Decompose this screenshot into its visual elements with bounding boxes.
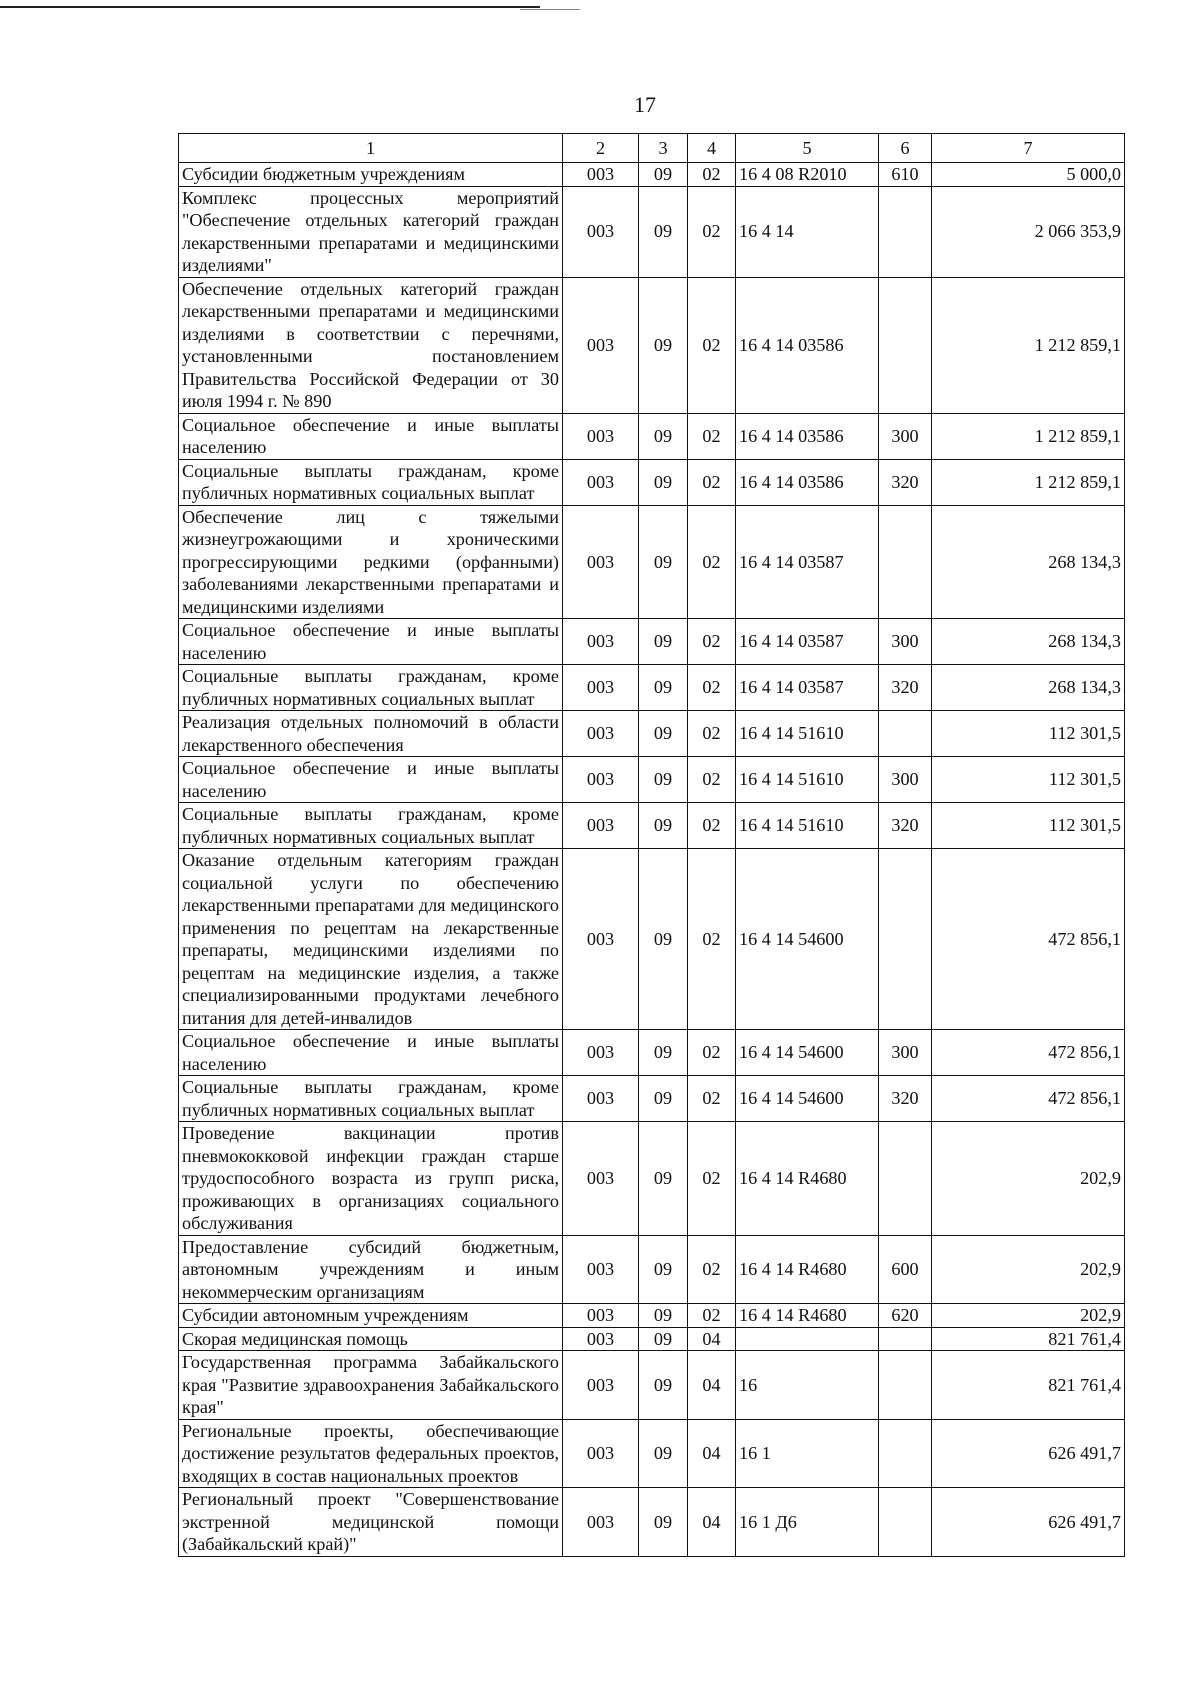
- table-row: [179, 1488, 1125, 1557]
- expense-type-cell: 300: [879, 1030, 932, 1076]
- subsection-code-cell: 02: [688, 1122, 736, 1236]
- ministry-code-cell: 003: [563, 1030, 639, 1076]
- target-article-cell: 16 4 14 03587: [736, 619, 879, 665]
- section-code-cell: 09: [639, 186, 688, 277]
- section-code-cell: 09: [639, 1419, 688, 1488]
- amount-cell: 626 491,7: [932, 1419, 1125, 1488]
- table-row: [179, 163, 1125, 187]
- target-article-cell: 16 1: [736, 1419, 879, 1488]
- table-body: [179, 163, 1125, 1557]
- section-code-cell: 09: [639, 1122, 688, 1236]
- ministry-code-cell: 003: [563, 849, 639, 1030]
- expense-type-cell: [879, 505, 932, 619]
- expense-type-cell: [879, 186, 932, 277]
- ministry-code-cell: 003: [563, 1076, 639, 1122]
- target-article-cell: 16 4 14 51610: [736, 711, 879, 757]
- amount-cell: 112 301,5: [932, 711, 1125, 757]
- item-name-cell: Обеспечение отдельных категорий граждан лекарственными препаратами и медицинскими изделиями в соответствии с перечнями, установленными постановлением Правительства Российской Федерации от 30 июля 1994 г. № 890: [179, 277, 563, 413]
- target-article-cell: 16 4 14 03586: [736, 459, 879, 505]
- ministry-code-cell: 003: [563, 1304, 639, 1328]
- expense-type-cell: [879, 1351, 932, 1420]
- expense-type-cell: 620: [879, 1304, 932, 1328]
- column-header: 7: [932, 134, 1125, 163]
- budget-table: [178, 133, 1125, 1557]
- subsection-code-cell: 02: [688, 1304, 736, 1328]
- ministry-code-cell: 003: [563, 186, 639, 277]
- section-code-cell: 09: [639, 1030, 688, 1076]
- section-code-cell: 09: [639, 757, 688, 803]
- amount-cell: 2 066 353,9: [932, 186, 1125, 277]
- item-name-cell: Проведение вакцинации против пневмококковой инфекции граждан старше трудоспособного возраста из групп риска, проживающих в организациях социального обслуживания: [179, 1122, 563, 1236]
- item-name-cell: Региональный проект "Совершенствование экстренной медицинской помощи (Забайкальский край)": [179, 1488, 563, 1557]
- target-article-cell: 16 4 14 51610: [736, 803, 879, 849]
- subsection-code-cell: 02: [688, 459, 736, 505]
- section-code-cell: 09: [639, 849, 688, 1030]
- section-code-cell: 09: [639, 1076, 688, 1122]
- item-name-cell: Обеспечение лиц с тяжелыми жизнеугрожающими и хроническими прогрессирующими редкими (орфанными) заболеваниями лекарственными препаратами и медицинскими изделиями: [179, 505, 563, 619]
- expense-type-cell: 300: [879, 413, 932, 459]
- expense-type-cell: 320: [879, 459, 932, 505]
- amount-cell: 202,9: [932, 1122, 1125, 1236]
- item-name-cell: Комплекс процессных мероприятий "Обеспечение отдельных категорий граждан лекарственными препаратами и медицинскими изделиями": [179, 186, 563, 277]
- subsection-code-cell: 02: [688, 413, 736, 459]
- ministry-code-cell: 003: [563, 413, 639, 459]
- section-code-cell: 09: [639, 277, 688, 413]
- section-code-cell: 09: [639, 1235, 688, 1304]
- target-article-cell: 16 4 14 54600: [736, 1076, 879, 1122]
- item-name-cell: Социальные выплаты гражданам, кроме публичных нормативных социальных выплат: [179, 803, 563, 849]
- expense-type-cell: 600: [879, 1235, 932, 1304]
- expense-type-cell: 300: [879, 757, 932, 803]
- target-article-cell: 16 4 14 R4680: [736, 1235, 879, 1304]
- ministry-code-cell: 003: [563, 757, 639, 803]
- expense-type-cell: 320: [879, 1076, 932, 1122]
- table-row: [179, 803, 1125, 849]
- item-name-cell: Региональные проекты, обеспечивающие достижение результатов федеральных проектов, входящих в состав национальных проектов: [179, 1419, 563, 1488]
- item-name-cell: Предоставление субсидий бюджетным, автономным учреждениям и иным некоммерческим организациям: [179, 1235, 563, 1304]
- section-code-cell: 09: [639, 1327, 688, 1351]
- item-name-cell: Субсидии автономным учреждениям: [179, 1304, 563, 1328]
- page-number: 17: [634, 92, 656, 117]
- section-code-cell: 09: [639, 665, 688, 711]
- table-row: [179, 1076, 1125, 1122]
- expense-type-cell: [879, 1488, 932, 1557]
- amount-cell: 202,9: [932, 1235, 1125, 1304]
- item-name-cell: Социальное обеспечение и иные выплаты населению: [179, 757, 563, 803]
- table-row: [179, 413, 1125, 459]
- expense-type-cell: 300: [879, 619, 932, 665]
- table-row: [179, 505, 1125, 619]
- subsection-code-cell: 02: [688, 711, 736, 757]
- expense-type-cell: [879, 277, 932, 413]
- ministry-code-cell: 003: [563, 1327, 639, 1351]
- amount-cell: 626 491,7: [932, 1488, 1125, 1557]
- ministry-code-cell: 003: [563, 163, 639, 187]
- amount-cell: 202,9: [932, 1304, 1125, 1328]
- subsection-code-cell: 02: [688, 849, 736, 1030]
- target-article-cell: 16 4 14 51610: [736, 757, 879, 803]
- expense-type-cell: [879, 1327, 932, 1351]
- subsection-code-cell: 02: [688, 186, 736, 277]
- amount-cell: 1 212 859,1: [932, 459, 1125, 505]
- expense-type-cell: [879, 849, 932, 1030]
- expense-type-cell: [879, 711, 932, 757]
- section-code-cell: 09: [639, 459, 688, 505]
- scan-edge-line: [520, 9, 580, 10]
- item-name-cell: Социальные выплаты гражданам, кроме публичных нормативных социальных выплат: [179, 665, 563, 711]
- item-name-cell: Субсидии бюджетным учреждениям: [179, 163, 563, 187]
- subsection-code-cell: 02: [688, 1235, 736, 1304]
- target-article-cell: 16: [736, 1351, 879, 1420]
- table-row: [179, 186, 1125, 277]
- amount-cell: 1 212 859,1: [932, 277, 1125, 413]
- table-row: [179, 1351, 1125, 1420]
- ministry-code-cell: 003: [563, 505, 639, 619]
- target-article-cell: 16 4 14: [736, 186, 879, 277]
- section-code-cell: 09: [639, 413, 688, 459]
- ministry-code-cell: 003: [563, 459, 639, 505]
- target-article-cell: 16 4 14 03587: [736, 665, 879, 711]
- subsection-code-cell: 04: [688, 1351, 736, 1420]
- subsection-code-cell: 02: [688, 505, 736, 619]
- item-name-cell: Оказание отдельным категориям граждан социальной услуги по обеспечению лекарственными препаратами для медицинского применения по рецептам на лекарственные препараты, медицинскими изделиями по рецептам на медицинские изделия, а также специализированными продуктами лечебного питания для детей-инвалидов: [179, 849, 563, 1030]
- subsection-code-cell: 04: [688, 1419, 736, 1488]
- column-header: 6: [879, 134, 932, 163]
- amount-cell: 5 000,0: [932, 163, 1125, 187]
- item-name-cell: Социальные выплаты гражданам, кроме публичных нормативных социальных выплат: [179, 459, 563, 505]
- item-name-cell: Социальное обеспечение и иные выплаты населению: [179, 413, 563, 459]
- target-article-cell: 16 4 14 03586: [736, 277, 879, 413]
- amount-cell: 268 134,3: [932, 665, 1125, 711]
- ministry-code-cell: 003: [563, 1235, 639, 1304]
- subsection-code-cell: 02: [688, 277, 736, 413]
- target-article-cell: 16 4 14 R4680: [736, 1304, 879, 1328]
- subsection-code-cell: 02: [688, 163, 736, 187]
- item-name-cell: Реализация отдельных полномочий в области лекарственного обеспечения: [179, 711, 563, 757]
- target-article-cell: 16 4 14 R4680: [736, 1122, 879, 1236]
- section-code-cell: 09: [639, 505, 688, 619]
- target-article-cell: 16 4 14 03586: [736, 413, 879, 459]
- table-row: [179, 711, 1125, 757]
- amount-cell: 112 301,5: [932, 803, 1125, 849]
- table-header-row: [179, 134, 1125, 163]
- table-row: [179, 1419, 1125, 1488]
- item-name-cell: Государственная программа Забайкальского края "Развитие здравоохранения Забайкальского края": [179, 1351, 563, 1420]
- table-row: [179, 665, 1125, 711]
- section-code-cell: 09: [639, 1351, 688, 1420]
- ministry-code-cell: 003: [563, 277, 639, 413]
- expense-type-cell: 610: [879, 163, 932, 187]
- target-article-cell: 16 4 08 R2010: [736, 163, 879, 187]
- section-code-cell: 09: [639, 1304, 688, 1328]
- expense-type-cell: [879, 1419, 932, 1488]
- target-article-cell: 16 4 14 54600: [736, 1030, 879, 1076]
- subsection-code-cell: 02: [688, 803, 736, 849]
- item-name-cell: Социальные выплаты гражданам, кроме публичных нормативных социальных выплат: [179, 1076, 563, 1122]
- amount-cell: 112 301,5: [932, 757, 1125, 803]
- amount-cell: 821 761,4: [932, 1351, 1125, 1420]
- target-article-cell: 16 4 14 03587: [736, 505, 879, 619]
- item-name-cell: Социальное обеспечение и иные выплаты населению: [179, 1030, 563, 1076]
- amount-cell: 472 856,1: [932, 1076, 1125, 1122]
- amount-cell: 268 134,3: [932, 505, 1125, 619]
- section-code-cell: 09: [639, 803, 688, 849]
- column-header: 3: [639, 134, 688, 163]
- ministry-code-cell: 003: [563, 1122, 639, 1236]
- column-header: 2: [563, 134, 639, 163]
- column-header: 4: [688, 134, 736, 163]
- subsection-code-cell: 02: [688, 619, 736, 665]
- target-article-cell: [736, 1327, 879, 1351]
- subsection-code-cell: 02: [688, 1076, 736, 1122]
- amount-cell: 1 212 859,1: [932, 413, 1125, 459]
- amount-cell: 821 761,4: [932, 1327, 1125, 1351]
- target-article-cell: 16 1 Д6: [736, 1488, 879, 1557]
- subsection-code-cell: 02: [688, 665, 736, 711]
- amount-cell: 268 134,3: [932, 619, 1125, 665]
- subsection-code-cell: 04: [688, 1327, 736, 1351]
- ministry-code-cell: 003: [563, 803, 639, 849]
- table-row: [179, 1122, 1125, 1236]
- section-code-cell: 09: [639, 619, 688, 665]
- amount-cell: 472 856,1: [932, 849, 1125, 1030]
- item-name-cell: Скорая медицинская помощь: [179, 1327, 563, 1351]
- column-header: 5: [736, 134, 879, 163]
- expense-type-cell: 320: [879, 803, 932, 849]
- section-code-cell: 09: [639, 1488, 688, 1557]
- ministry-code-cell: 003: [563, 665, 639, 711]
- ministry-code-cell: 003: [563, 1351, 639, 1420]
- table-row: [179, 1304, 1125, 1328]
- section-code-cell: 09: [639, 711, 688, 757]
- table-row: [179, 1327, 1125, 1351]
- scan-edge-line: [0, 6, 540, 8]
- ministry-code-cell: 003: [563, 1488, 639, 1557]
- amount-cell: 472 856,1: [932, 1030, 1125, 1076]
- section-code-cell: 09: [639, 163, 688, 187]
- table-row: [179, 619, 1125, 665]
- target-article-cell: 16 4 14 54600: [736, 849, 879, 1030]
- subsection-code-cell: 04: [688, 1488, 736, 1557]
- table-row: [179, 757, 1125, 803]
- ministry-code-cell: 003: [563, 1419, 639, 1488]
- ministry-code-cell: 003: [563, 711, 639, 757]
- table-row: [179, 849, 1125, 1030]
- table-row: [179, 277, 1125, 413]
- item-name-cell: Социальное обеспечение и иные выплаты населению: [179, 619, 563, 665]
- expense-type-cell: [879, 1122, 932, 1236]
- table-row: [179, 459, 1125, 505]
- ministry-code-cell: 003: [563, 619, 639, 665]
- subsection-code-cell: 02: [688, 757, 736, 803]
- table-row: [179, 1235, 1125, 1304]
- column-header: 1: [179, 134, 563, 163]
- table-row: [179, 1030, 1125, 1076]
- subsection-code-cell: 02: [688, 1030, 736, 1076]
- expense-type-cell: 320: [879, 665, 932, 711]
